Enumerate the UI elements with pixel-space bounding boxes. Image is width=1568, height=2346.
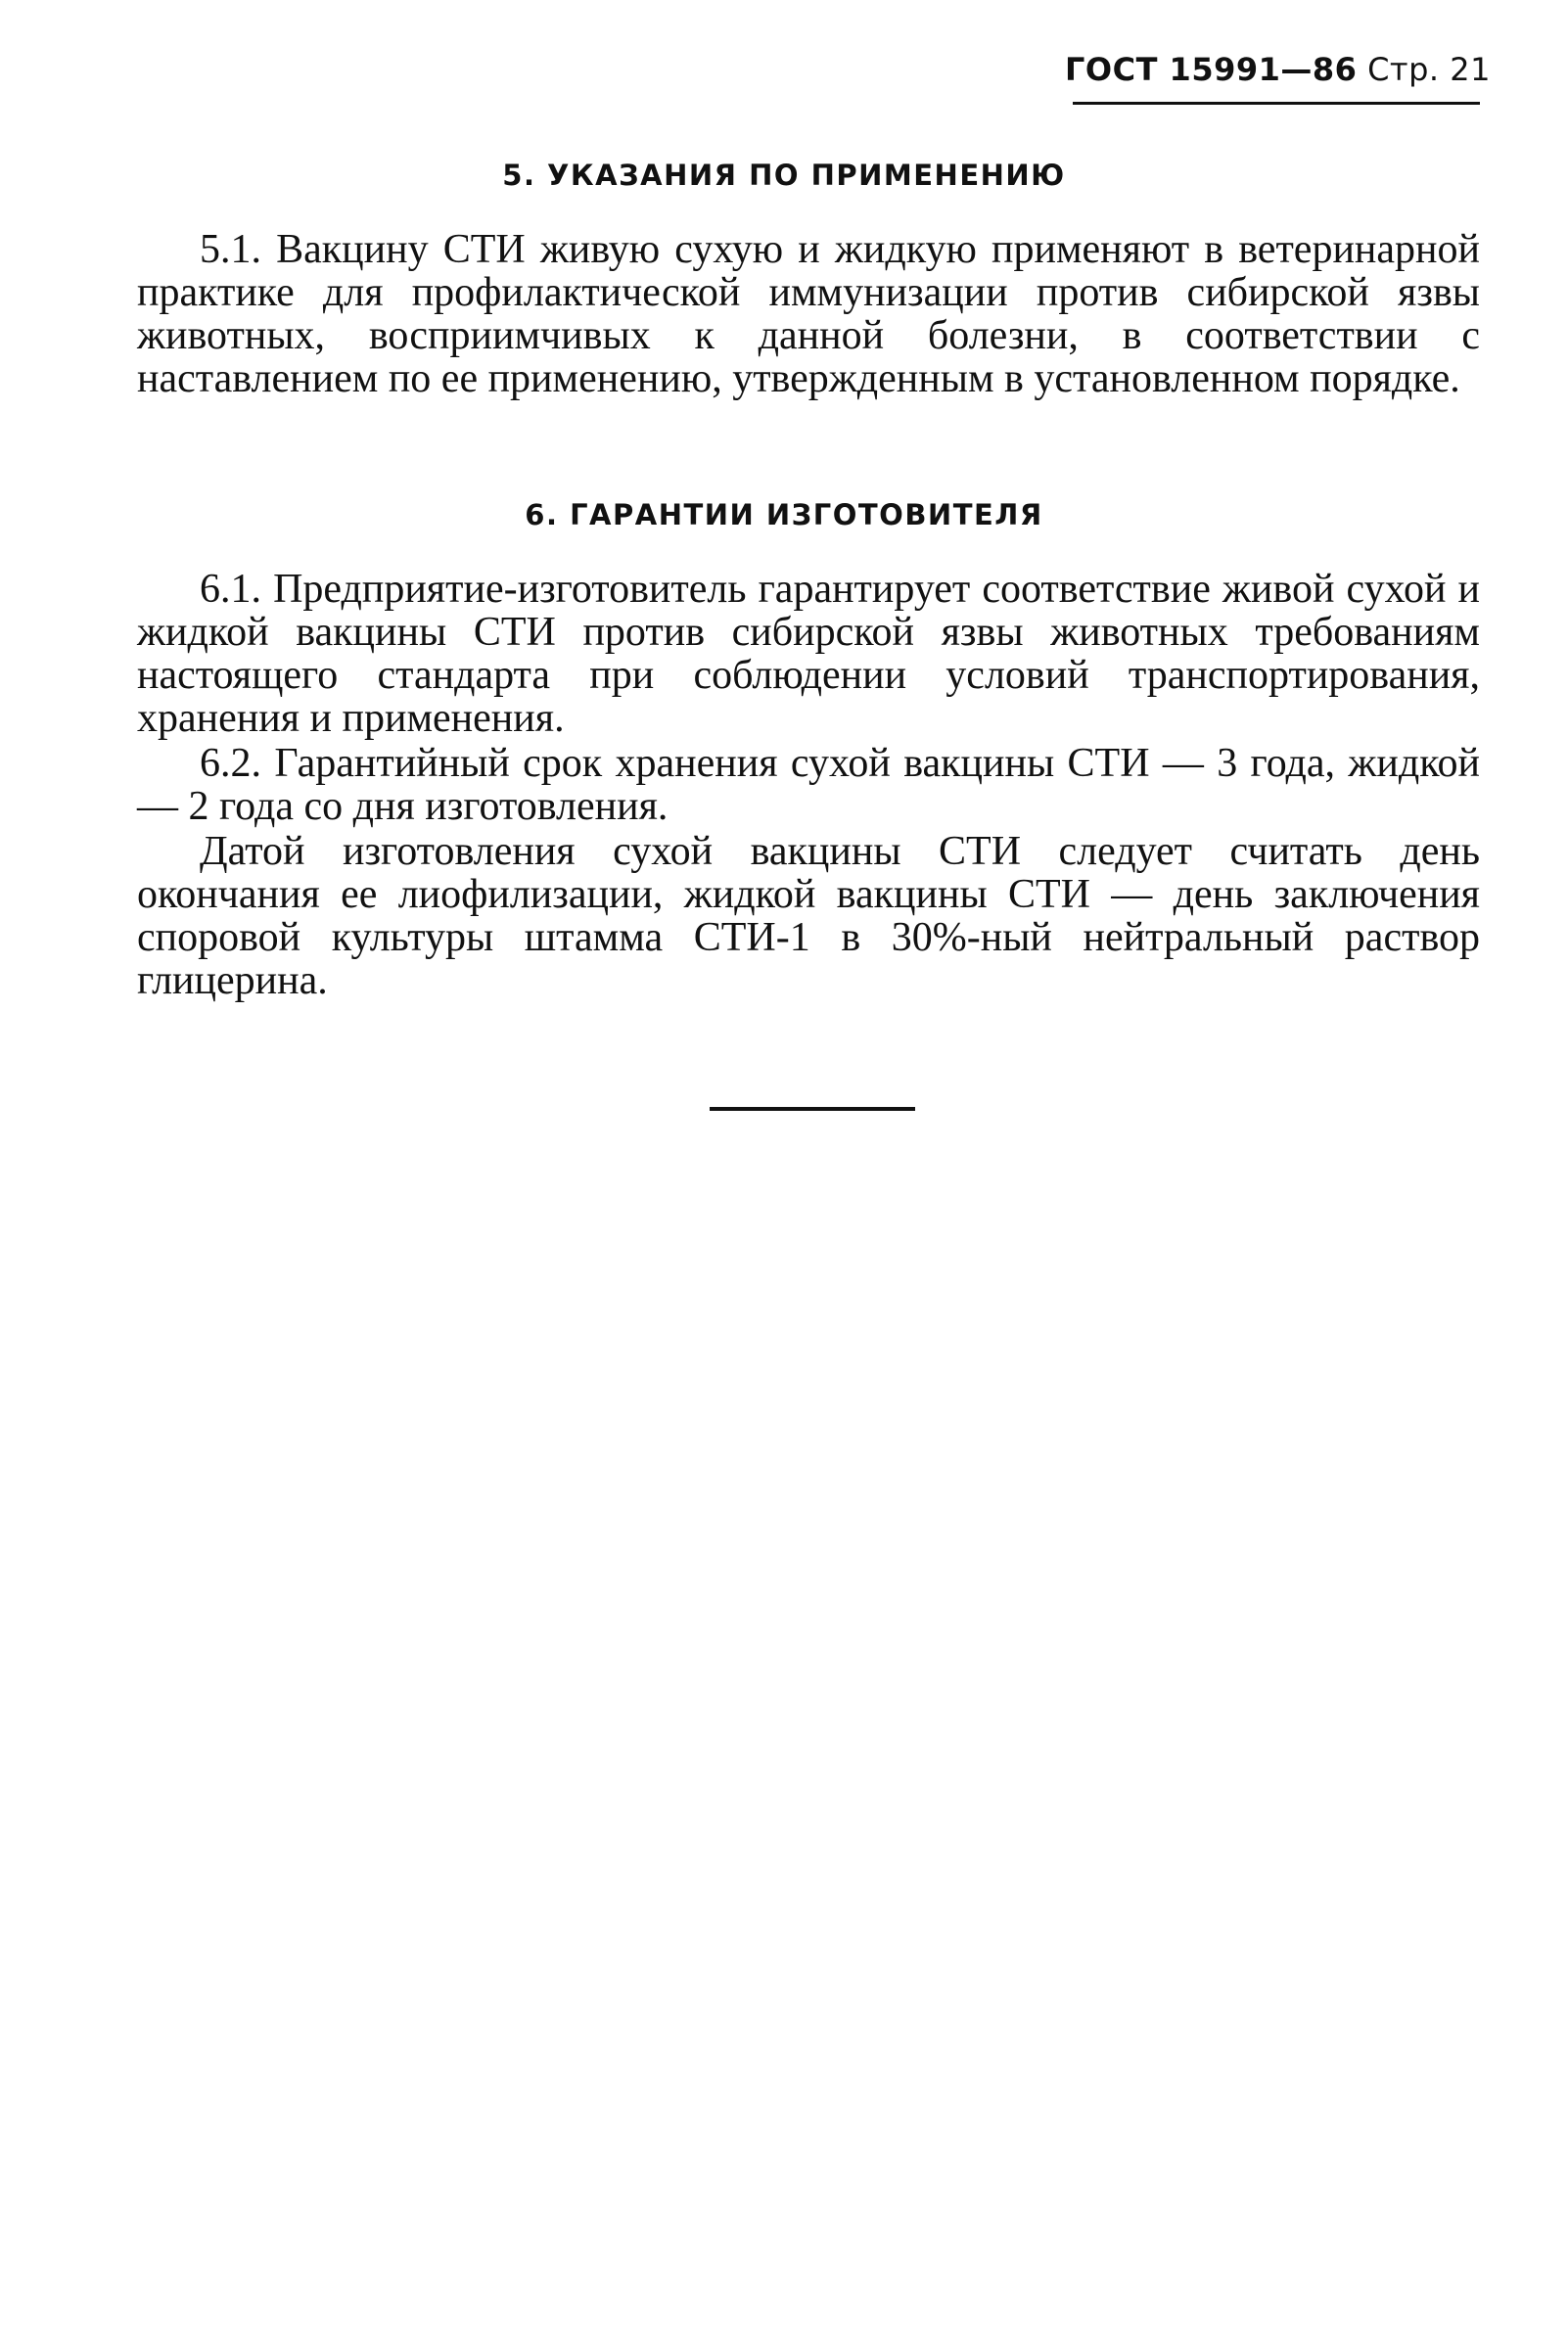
page-header	[1065, 51, 1491, 88]
paragraph-6-2-note: Датой изготовления сухой вакцины СТИ следует считать день окончания ее лиофилизации, жидкой вакцины СТИ — день заключения споровой культуры штамма СТИ-1 в 30%-ный нейтральный раствор глицерина.	[137, 829, 1480, 1003]
end-rule	[710, 1107, 915, 1111]
section-heading-5: 5. УКАЗАНИЯ ПО ПРИМЕНЕНИЮ	[502, 159, 1066, 192]
paragraph-5-1: 5.1. Вакцину СТИ живую сухую и жидкую применяют в ветеринарной практике для профилактической иммунизации против сибирской язвы животных, восприимчивых к данной болезни, в соответствии с наставлением по ее применению, утвержденным в установленном порядке.	[137, 227, 1480, 401]
section-heading-6: 6. ГАРАНТИИ ИЗГОТОВИТЕЛЯ	[525, 498, 1043, 531]
paragraph-6-1: 6.1. Предприятие-изготовитель гарантирует соответствие живой сухой и жидкой вакцины СТИ против сибирской язвы животных требованиям настоящего стандарта при соблюдении условий транспортирования, хранения и применения.	[137, 567, 1480, 741]
paragraph-6-2: 6.2. Гарантийный срок хранения сухой вакцины СТИ — 3 года, жидкой — 2 года со дня изготовления.	[137, 741, 1480, 829]
standard-code: ГОСТ 15991—86	[1065, 51, 1358, 88]
header-rule	[1073, 102, 1480, 105]
section-6-body	[137, 568, 1480, 1002]
page-number: Стр. 21	[1367, 51, 1491, 88]
section-5-body	[137, 228, 1480, 400]
